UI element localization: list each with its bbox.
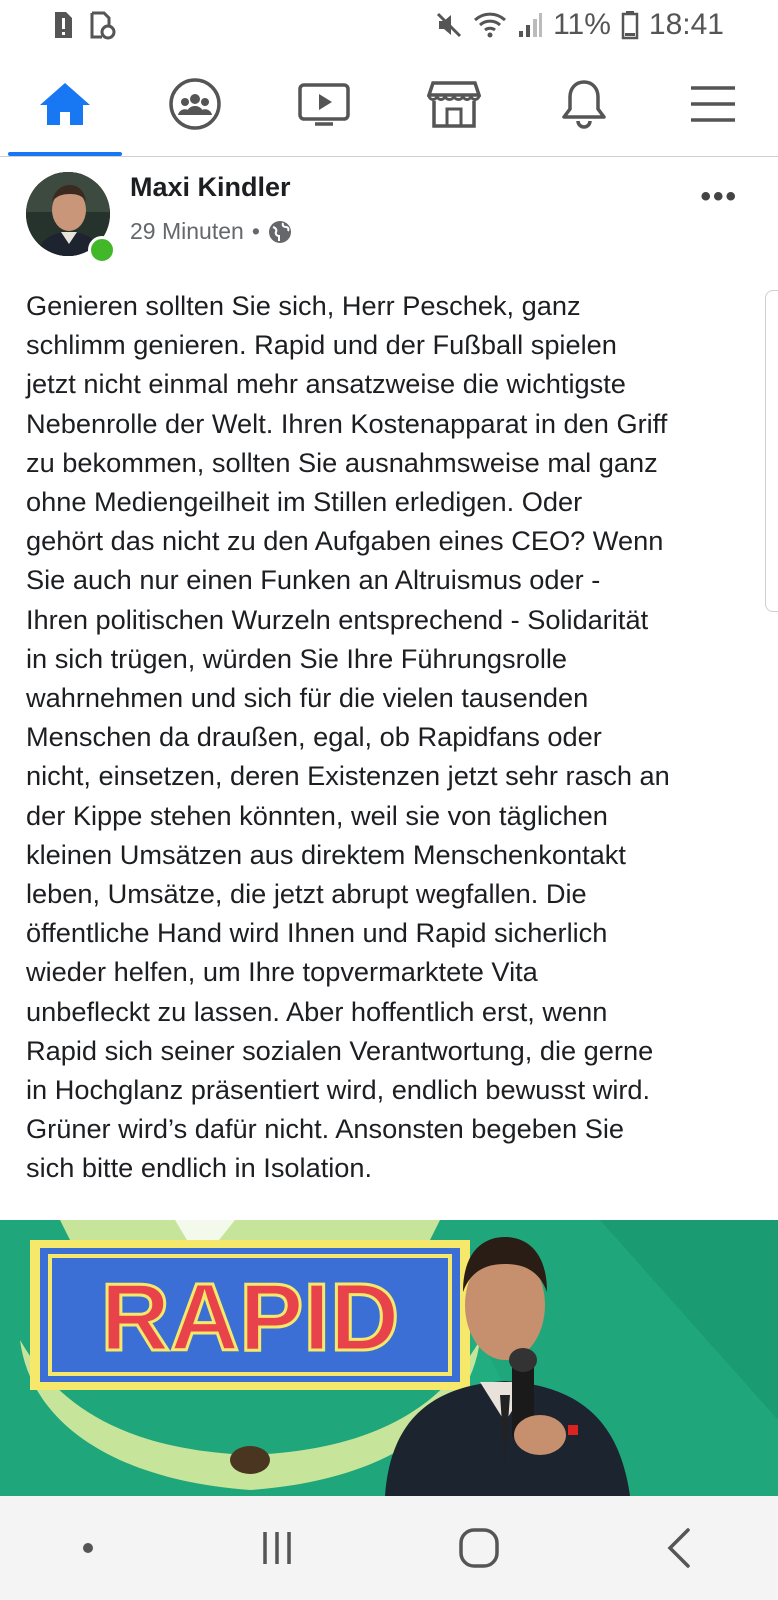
tab-watch[interactable] bbox=[259, 52, 389, 156]
signal-icon bbox=[517, 11, 543, 39]
notifications-icon bbox=[559, 78, 609, 130]
post-image[interactable] bbox=[0, 1220, 778, 1496]
tab-notifications[interactable] bbox=[519, 52, 649, 156]
home-icon bbox=[38, 80, 92, 128]
marketplace-icon bbox=[427, 79, 481, 129]
tab-home[interactable] bbox=[0, 52, 130, 156]
tab-marketplace[interactable] bbox=[389, 52, 519, 156]
post-author[interactable]: Maxi Kindler bbox=[130, 172, 291, 202]
globe-icon bbox=[268, 220, 292, 244]
online-status-dot bbox=[88, 236, 116, 264]
system-navigation-bar bbox=[0, 1496, 778, 1600]
screenshot-icon bbox=[88, 10, 116, 40]
rapid-photo bbox=[0, 1220, 778, 1496]
home-button-icon[interactable] bbox=[457, 1526, 501, 1570]
watch-icon bbox=[297, 80, 351, 128]
tab-groups[interactable] bbox=[130, 52, 260, 156]
recents-icon[interactable] bbox=[257, 1528, 297, 1568]
sim-alert-icon bbox=[52, 10, 74, 40]
status-bar bbox=[0, 0, 778, 52]
tab-menu[interactable] bbox=[648, 52, 778, 156]
scroll-handle[interactable] bbox=[765, 290, 778, 612]
groups-icon bbox=[168, 77, 222, 131]
top-navigation bbox=[0, 52, 778, 157]
dot-icon[interactable] bbox=[80, 1540, 96, 1556]
battery-percent: 11% bbox=[553, 8, 611, 41]
mute-icon bbox=[435, 11, 463, 39]
battery-icon bbox=[621, 10, 639, 40]
wifi-icon bbox=[473, 11, 507, 39]
post-meta bbox=[130, 218, 292, 245]
post-options-button[interactable]: ••• bbox=[700, 180, 738, 213]
clock: 18:41 bbox=[648, 8, 724, 41]
post-header bbox=[0, 160, 778, 270]
post-text: Genieren sollten Sie sich, Herr Peschek, ganz schlimm genieren. Rapid und der Fußball spielen jetzt nicht einmal mehr ansatzweise die wichtigste Nebenrolle der Welt. Ihren Kostenapparat in den Griff zu bekommen, sollten Sie ausnahmsweise mal ganz ohne Mediengeilheit im Stillen erledigen. Oder gehört das nicht zu den Aufgaben eines CEO? Wenn Sie auch nur einen Funken an Altruismus oder - Ihren politischen Wurzeln entsprechend - Solidarität in sich trügen, würden Sie Ihre Führungsrolle wahrnehmen und sich für die vielen tausenden Menschen da draußen, egal, ob Rapidfans oder nicht, einsetzen, deren Existenzen jetzt sehr rasch an der Kippe stehen könnten, weil sie von täglichen kleinen Umsätzen aus direktem Menschenkontakt leben, Umsätze, die jetzt abrupt wegfallen. Die öffentliche Hand wird Ihnen und Rapid sicherlich wieder helfen, um Ihre topvermarktete Vita unbefleckt zu lassen. Aber hoffentlich erst, wenn Rapid sich seiner sozialen Verantwortung, die gerne in Hochglanz präsentiert wird, endlich bewusst wird. Grüner wird’s dafür nicht. Ansonsten begeben Sie sich bitte endlich in Isolation. bbox=[26, 290, 670, 1184]
menu-icon bbox=[689, 84, 737, 124]
logo-text: RAPID bbox=[100, 1264, 400, 1371]
back-icon[interactable] bbox=[662, 1526, 698, 1570]
meta-separator: • bbox=[251, 218, 260, 244]
post-time[interactable]: 29 Minuten bbox=[130, 218, 244, 244]
